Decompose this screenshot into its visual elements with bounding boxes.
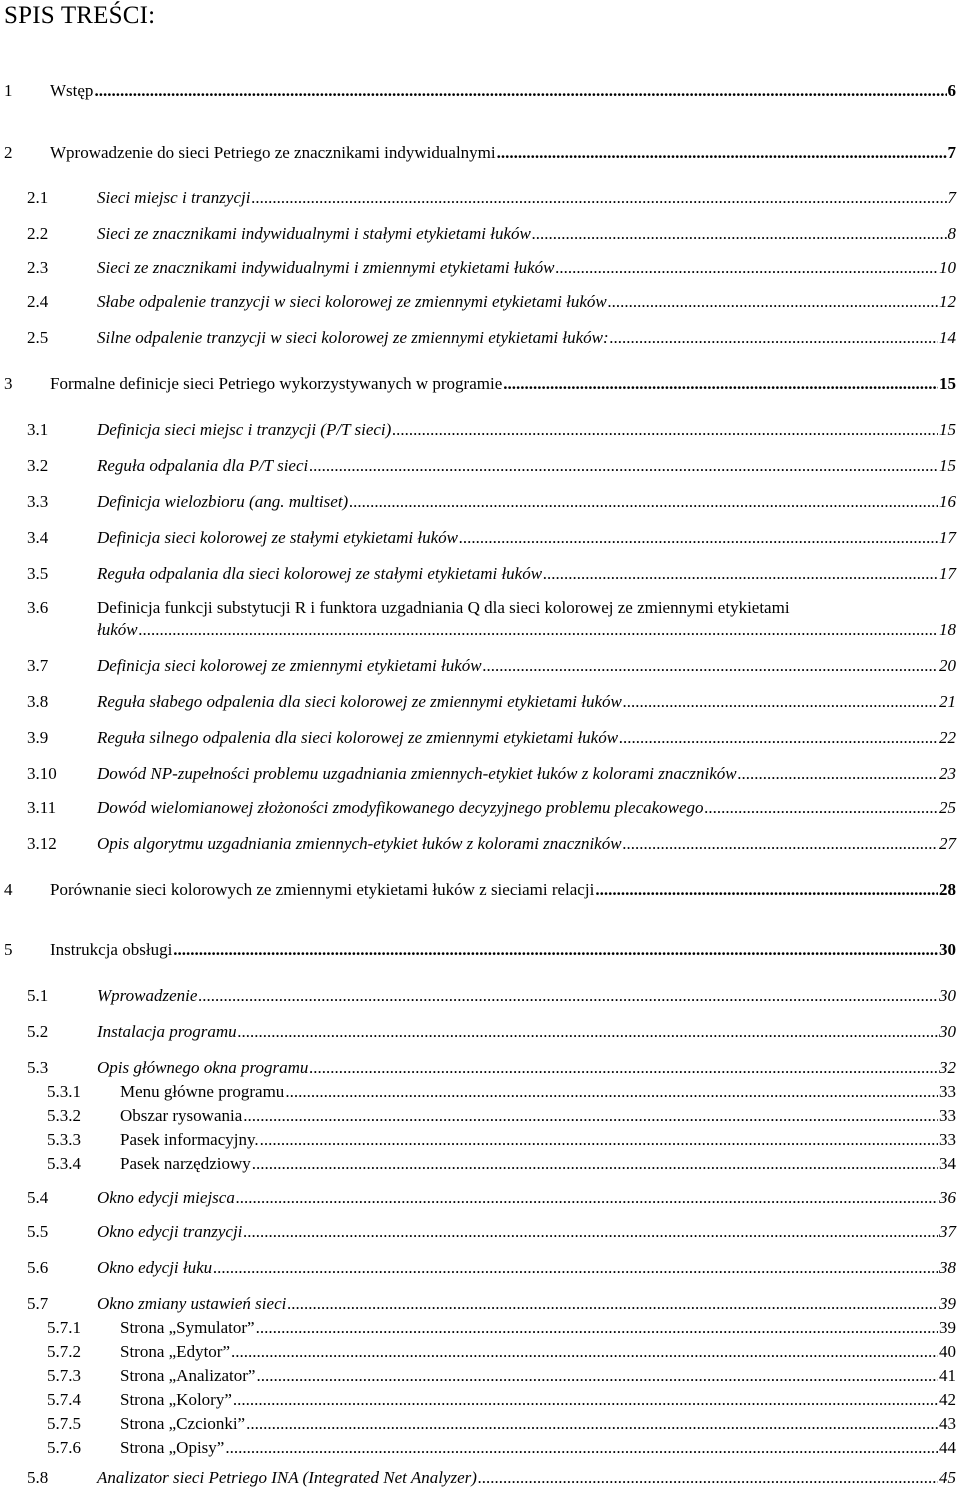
dot-leader <box>497 142 947 164</box>
toc-entry-page-number: 30 <box>939 1022 956 1041</box>
toc-entry-label: Formalne definicje sieci Petriego wykorzystywanych w programie <box>50 374 503 393</box>
toc-entry-page-number: 27 <box>939 834 956 853</box>
toc-entry-label: Strona „Opisy” <box>120 1438 225 1457</box>
toc-entry-number: 4 <box>4 880 13 899</box>
toc-entry-label: Reguła odpalania dla sieci kolorowej ze stałymi etykietami łuków <box>97 564 543 583</box>
toc-entry[interactable] <box>0 257 960 279</box>
toc-entry-number: 5.3.1 <box>47 1082 81 1101</box>
dot-leader <box>243 1221 938 1243</box>
toc-entry[interactable] <box>0 1317 960 1339</box>
dot-leader <box>139 619 938 641</box>
toc-entry-page-number: 33 <box>939 1106 956 1125</box>
dot-leader <box>243 1105 938 1127</box>
toc-entry[interactable] <box>0 1389 960 1411</box>
toc-entry-label: Opis głównego okna programu <box>97 1058 309 1077</box>
dot-leader <box>94 80 946 102</box>
toc-entry-page-number: 12 <box>939 292 956 311</box>
dot-leader <box>213 1257 938 1279</box>
dot-leader <box>610 327 938 349</box>
toc-entry-number: 3.2 <box>27 456 49 475</box>
toc-entry[interactable] <box>0 1437 960 1459</box>
toc-entry-page-number: 36 <box>939 1188 956 1207</box>
toc-entry[interactable] <box>0 1105 960 1127</box>
toc-entry-number: 2.1 <box>27 188 49 207</box>
toc-entry-number: 2.2 <box>27 224 49 243</box>
toc-entry-page-number: 37 <box>939 1222 956 1241</box>
dot-leader <box>532 223 947 245</box>
dot-leader <box>246 1413 938 1435</box>
toc-entry[interactable] <box>0 80 960 102</box>
toc-entry-label: Silne odpalenie tranzycji w sieci kolorowej ze zmiennymi etykietami łuków: <box>97 328 609 347</box>
toc-entry-label: Okno edycji miejsca <box>97 1188 235 1207</box>
dot-leader <box>233 1389 938 1411</box>
toc-entry-number: 2 <box>4 143 13 162</box>
toc-entry-number: 1 <box>4 81 13 100</box>
toc-entry-page-number: 20 <box>939 656 956 675</box>
toc-entry-number: 3.9 <box>27 728 49 747</box>
toc-entry-label: Menu główne programu <box>120 1082 285 1101</box>
toc-entry-page-number: 15 <box>939 374 956 393</box>
toc-entry-page-number: 23 <box>939 764 956 783</box>
toc-entry-label: Opis algorytmu uzgadniania zmiennych-etykiet łuków z kolorami znaczników <box>97 834 622 853</box>
toc-entry-page-number: 6 <box>947 81 956 100</box>
toc-entry-page-number: 15 <box>939 420 956 439</box>
dot-leader <box>595 879 938 901</box>
toc-entry-label: Sieci ze znacznikami indywidualnymi i zmiennymi etykietami łuków <box>97 258 555 277</box>
toc-entry-label: Strona „Czcionki” <box>120 1414 246 1433</box>
toc-entry-page-number: 30 <box>939 940 956 959</box>
toc-entry[interactable] <box>0 142 960 164</box>
dot-leader <box>309 1057 938 1079</box>
toc-entry[interactable] <box>0 763 960 785</box>
toc-entry-label: Reguła odpalania dla P/T sieci <box>97 456 309 475</box>
toc-entry-number: 3.1 <box>27 420 49 439</box>
toc-entry[interactable] <box>0 597 960 641</box>
toc-entry[interactable] <box>0 1187 960 1209</box>
toc-entry[interactable] <box>0 655 960 677</box>
toc-entry-number: 2.4 <box>27 292 49 311</box>
toc-entry[interactable] <box>0 527 960 549</box>
dot-leader <box>543 563 938 585</box>
toc-entry-label: Definicja sieci kolorowej ze stałymi etykietami łuków <box>97 528 459 547</box>
toc-entry-number: 5.6 <box>27 1258 49 1277</box>
toc-entry-label: Strona „Symulator” <box>120 1318 255 1337</box>
toc-entry-number: 5.3 <box>27 1058 49 1077</box>
dot-leader <box>236 1187 938 1209</box>
dot-leader <box>260 1129 938 1151</box>
dot-leader <box>287 1293 938 1315</box>
toc-entry-page-number: 42 <box>939 1390 956 1409</box>
toc-entry-label: Dowód wielomianowej złożoności zmodyfikowanego decyzyjnego problemu plecakowego <box>97 798 704 817</box>
toc-entry-page-number: 7 <box>947 188 956 207</box>
toc-entry-label: Wprowadzenie <box>97 986 198 1005</box>
toc-entry-label: Definicja funkcji substytucji R i funktora uzgadniania Q dla sieci kolorowej ze zmiennymi etykietami <box>97 598 790 617</box>
dot-leader <box>251 187 946 209</box>
dot-leader <box>392 419 938 441</box>
toc-entry-number: 2.3 <box>27 258 49 277</box>
toc-entry-number: 5.2 <box>27 1022 49 1041</box>
toc-entry-number: 5.7.5 <box>47 1414 81 1433</box>
toc-entry-page-number: 22 <box>939 728 956 747</box>
toc-entry-label: Analizator sieci Petriego INA (Integrated Net Analyzer) <box>97 1468 477 1487</box>
toc-entry-page-number: 17 <box>939 528 956 547</box>
toc-entry-page-number: 44 <box>939 1438 956 1457</box>
dot-leader <box>555 257 938 279</box>
toc-entry-page-number: 39 <box>939 1318 956 1337</box>
toc-entry-page-number: 17 <box>939 564 956 583</box>
dot-leader <box>623 691 938 713</box>
toc-entry[interactable] <box>0 833 960 855</box>
toc-entry-label: Pasek informacyjny. <box>120 1130 259 1149</box>
toc-entry-label: Instalacja programu <box>97 1022 237 1041</box>
dot-leader <box>608 291 938 313</box>
dot-leader <box>173 939 938 961</box>
dot-leader <box>231 1341 938 1363</box>
dot-leader <box>252 1153 938 1175</box>
toc-entry-page-number: 25 <box>939 798 956 817</box>
toc-entry-label: Strona „Kolory” <box>120 1390 232 1409</box>
toc-entry-label: Reguła słabego odpalenia dla sieci kolorowej ze zmiennymi etykietami łuków <box>97 692 622 711</box>
toc-entry-number: 5 <box>4 940 13 959</box>
dot-leader <box>285 1081 938 1103</box>
toc-entry[interactable] <box>0 1467 960 1489</box>
dot-leader <box>459 527 938 549</box>
toc-entry-page-number: 33 <box>939 1130 956 1149</box>
toc-entry-number: 5.3.4 <box>47 1154 81 1173</box>
toc-entry-label: Obszar rysowania <box>120 1106 243 1125</box>
toc-entry-number: 3.8 <box>27 692 49 711</box>
toc-entry-number: 3.7 <box>27 656 49 675</box>
toc-entry-label-continued: łuków <box>97 620 138 639</box>
toc-entry-number: 5.1 <box>27 986 49 1005</box>
toc-entry-number: 5.3.2 <box>47 1106 81 1125</box>
toc-entry-label: Definicja wielozbioru (ang. multiset) <box>97 492 349 511</box>
toc-entry-label: Strona „Edytor” <box>120 1342 230 1361</box>
toc-entry[interactable] <box>0 291 960 313</box>
dot-leader <box>256 1365 938 1387</box>
toc-entry[interactable] <box>0 1021 960 1043</box>
toc-entry-label: Strona „Analizator” <box>120 1366 256 1385</box>
dot-leader <box>483 655 938 677</box>
toc-entry[interactable] <box>0 563 960 585</box>
toc-entry-number: 5.7.4 <box>47 1390 81 1409</box>
dot-leader <box>309 455 938 477</box>
dot-leader <box>225 1437 938 1459</box>
toc-entry-page-number: 18 <box>939 620 956 639</box>
dot-leader <box>705 797 938 819</box>
toc-entry[interactable] <box>0 691 960 713</box>
toc-entry-page-number: 28 <box>939 880 956 899</box>
dot-leader <box>503 373 938 395</box>
page-title: SPIS TREŚCI: <box>4 2 156 29</box>
toc-entry-label: Wprowadzenie do sieci Petriego ze znacznikami indywidualnymi <box>50 143 496 162</box>
toc-entry-page-number: 7 <box>947 143 956 162</box>
toc-entry-page-number: 32 <box>939 1058 956 1077</box>
toc-entry-page-number: 43 <box>939 1414 956 1433</box>
toc-entry-number: 5.8 <box>27 1468 49 1487</box>
toc-entry-label: Reguła silnego odpalenia dla sieci kolorowej ze zmiennymi etykietami łuków <box>97 728 619 747</box>
toc-entry-label: Sieci ze znacznikami indywidualnymi i stałymi etykietami łuków <box>97 224 531 243</box>
dot-leader <box>256 1317 938 1339</box>
toc-entry-page-number: 10 <box>939 258 956 277</box>
toc-entry-label: Definicja sieci miejsc i tranzycji (P/T sieci) <box>97 420 392 439</box>
toc-entry-page-number: 45 <box>939 1468 956 1487</box>
toc-entry-label: Pasek narzędziowy <box>120 1154 251 1173</box>
toc-entry-label: Definicja sieci kolorowej ze zmiennymi etykietami łuków <box>97 656 482 675</box>
toc-entry[interactable] <box>0 223 960 245</box>
toc-entry-label: Porównanie sieci kolorowych ze zmiennymi etykietami łuków z sieciami relacji <box>50 880 595 899</box>
toc-entry-number: 5.3.3 <box>47 1130 81 1149</box>
toc-entry[interactable] <box>0 327 960 349</box>
toc-entry[interactable] <box>0 187 960 209</box>
toc-entry-label: Wstęp <box>50 81 94 100</box>
toc-entry-page-number: 38 <box>939 1258 956 1277</box>
toc-entry-number: 3.3 <box>27 492 49 511</box>
dot-leader <box>623 833 938 855</box>
toc-entry[interactable] <box>0 797 960 819</box>
toc-entry-page-number: 8 <box>947 224 956 243</box>
dot-leader <box>198 985 938 1007</box>
toc-entry[interactable] <box>0 419 960 441</box>
toc-entry[interactable] <box>0 373 960 395</box>
toc-entry[interactable] <box>0 939 960 961</box>
toc-entry-label: Instrukcja obsługi <box>50 940 173 959</box>
toc-entry-number: 3.5 <box>27 564 49 583</box>
toc-entry-page-number: 34 <box>939 1154 956 1173</box>
toc-entry[interactable] <box>0 985 960 1007</box>
toc-entry[interactable] <box>0 1057 960 1079</box>
toc-entry-number: 2.5 <box>27 328 49 347</box>
toc-entry-number: 3 <box>4 374 13 393</box>
toc-entry-label: Sieci miejsc i tranzycji <box>97 188 251 207</box>
toc-entry-number: 5.7.3 <box>47 1366 81 1385</box>
toc-entry-page-number: 15 <box>939 456 956 475</box>
toc-entry-number: 3.6 <box>27 598 49 617</box>
toc-entry-label: Okno edycji łuku <box>97 1258 213 1277</box>
toc-entry-label: Okno edycji tranzycji <box>97 1222 243 1241</box>
dot-leader <box>238 1021 938 1043</box>
toc-entry[interactable] <box>0 1081 960 1103</box>
toc-entry-page-number: 30 <box>939 986 956 1005</box>
dot-leader <box>738 763 938 785</box>
toc-entry-label: Słabe odpalenie tranzycji w sieci kolorowej ze zmiennymi etykietami łuków <box>97 292 607 311</box>
dot-leader <box>478 1467 938 1489</box>
toc-entry-page-number: 41 <box>939 1366 956 1385</box>
toc-entry-page-number: 14 <box>939 328 956 347</box>
toc-entry-number: 5.7 <box>27 1294 49 1313</box>
toc-entry[interactable] <box>0 1221 960 1243</box>
dot-leader <box>349 491 938 513</box>
toc-entry[interactable] <box>0 1341 960 1363</box>
toc-entry-page-number: 40 <box>939 1342 956 1361</box>
toc-entry-page-number: 21 <box>939 692 956 711</box>
toc-entry[interactable] <box>0 727 960 749</box>
toc-entry[interactable] <box>0 1413 960 1435</box>
toc-entry-label: Dowód NP-zupełności problemu uzgadniania zmiennych-etykiet łuków z kolorami znaczników <box>97 764 737 783</box>
toc-entry-number: 5.7.6 <box>47 1438 81 1457</box>
toc-entry-number: 3.10 <box>27 764 57 783</box>
toc-entry[interactable] <box>0 455 960 477</box>
toc-entry[interactable] <box>0 879 960 901</box>
toc-entry[interactable] <box>0 1153 960 1175</box>
toc-entry-number: 5.4 <box>27 1188 49 1207</box>
dot-leader <box>619 727 938 749</box>
toc-entry-label: Okno zmiany ustawień sieci <box>97 1294 287 1313</box>
toc-entry[interactable] <box>0 1129 960 1151</box>
toc-entry-number: 3.12 <box>27 834 57 853</box>
toc-entry[interactable] <box>0 491 960 513</box>
toc-entry[interactable] <box>0 1293 960 1315</box>
toc-entry-number: 3.4 <box>27 528 49 547</box>
toc-entry-page-number: 33 <box>939 1082 956 1101</box>
toc-entry-number: 3.11 <box>27 798 57 817</box>
toc-entry-page-number: 39 <box>939 1294 956 1313</box>
toc-entry-number: 5.7.1 <box>47 1318 81 1337</box>
toc-entry[interactable] <box>0 1257 960 1279</box>
toc-entry[interactable] <box>0 1365 960 1387</box>
toc-entry-number: 5.5 <box>27 1222 49 1241</box>
toc-entry-number: 5.7.2 <box>47 1342 81 1361</box>
toc-entry-page-number: 16 <box>939 492 956 511</box>
